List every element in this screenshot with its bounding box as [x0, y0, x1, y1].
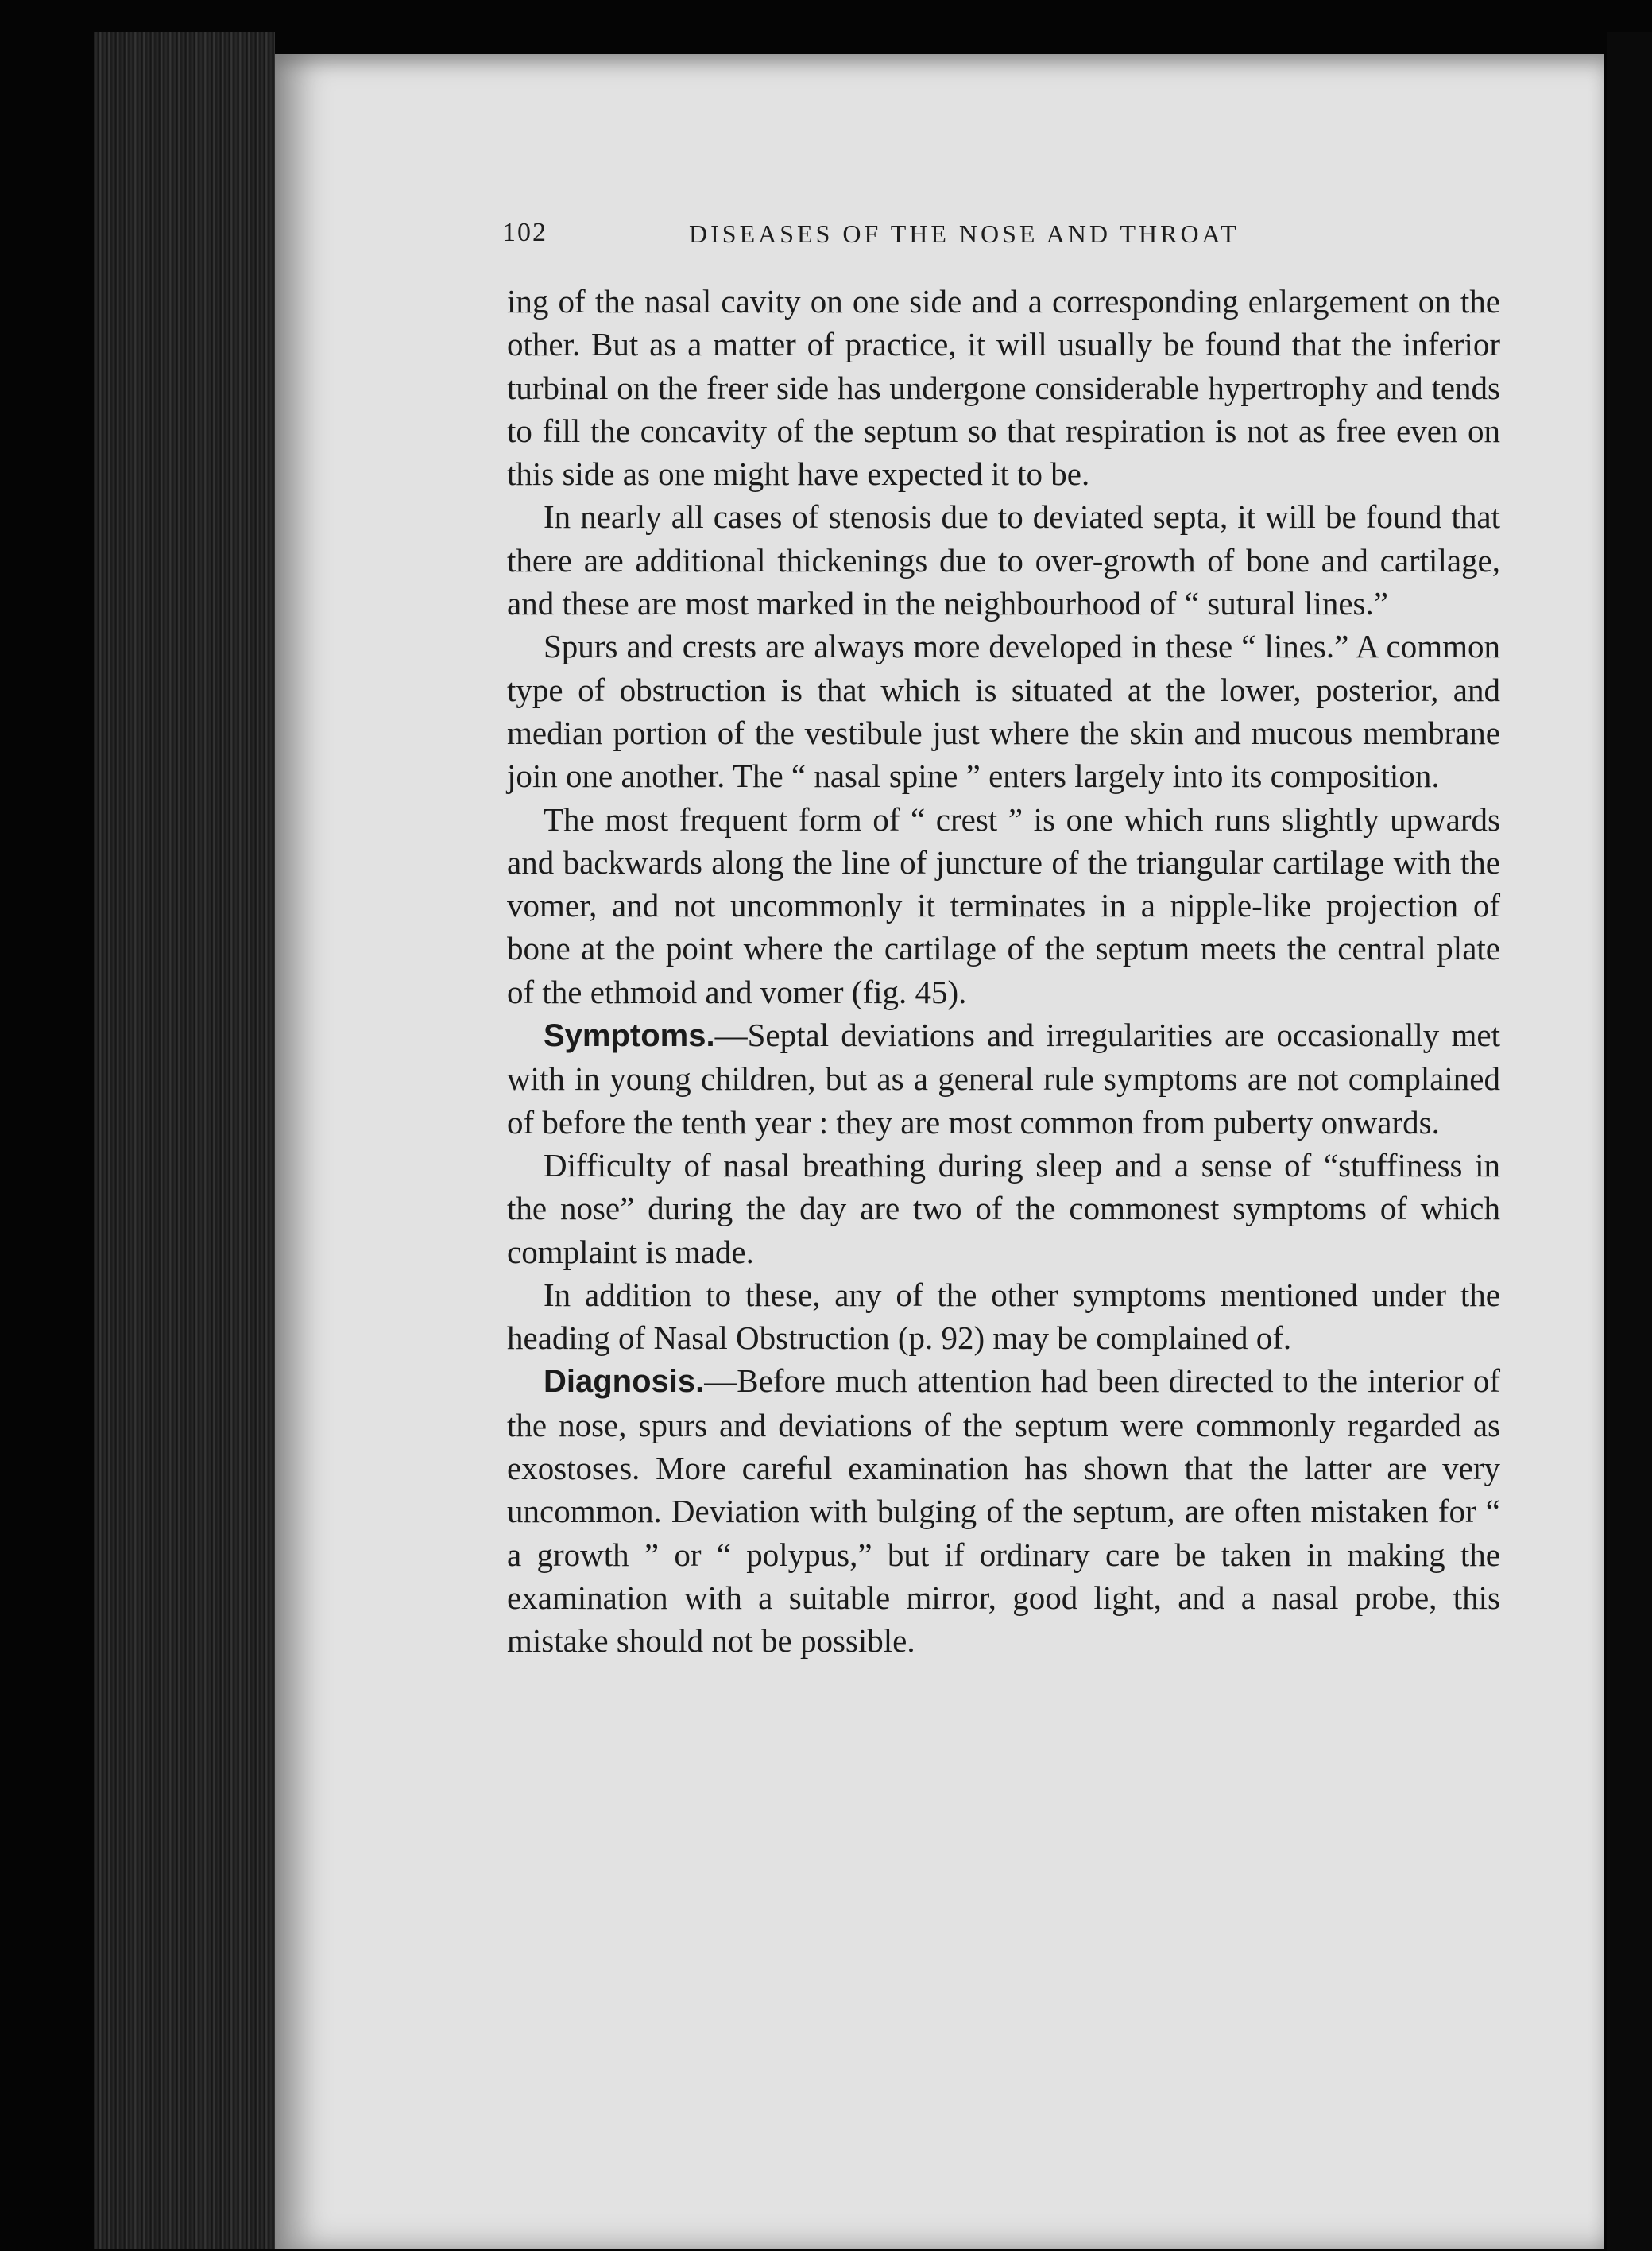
diagnosis-heading: Diagnosis. [544, 1364, 705, 1400]
paragraph-text: Difficulty of nasal breathing during sleep and a sense of “stuffiness in the nose” during the day are two of the commonest symptoms of which complaint is made. [507, 1146, 1500, 1270]
symptoms-heading: Symptoms. [544, 1018, 715, 1054]
paragraph-text: Spurs and crests are always more developed in these “ lines.” A common type of obstruction is that which is situated at the lower, posterior, and median portion of the vestibule just where the skin and mucous membrane join one another. The “ nasal spine ” enters largely into its composition. [507, 628, 1500, 795]
body-text [507, 280, 1500, 1663]
paragraph [507, 625, 1500, 797]
paragraph-text: The most frequent form of “ crest ” is one which runs slightly upwards and backwards along the line of juncture of the triangular cartilage with the vomer, and not uncommonly it terminates in a nipple-like projection of bone at the point where the cartilage of the septum meets the central plate of the ethmoid and vomer (fig. 45). [507, 800, 1500, 1010]
facing-page-edge [1607, 32, 1652, 2251]
diagnosis-paragraph [507, 1359, 1500, 1662]
paragraph-text: In nearly all cases of stenosis due to deviated septa, it will be found that there are additional thickenings due to over-growth of bone and cartilage, and these are most marked in the neighbourhood of “ sutural lines.” [507, 498, 1500, 622]
paragraph-text: —Septal deviations and irregularities are occasionally met with in young children, but as a general rule symptoms are not complained of before the tenth year : they are most common from puberty onwards. [507, 1017, 1500, 1141]
paragraph-text: —Before much attention had been directed to the interior of the nose, spurs and deviations of the septum were commonly regarded as exostoses. More careful examination has shown that the latter are very uncommon. Deviation with bulging of the septum, are often mistaken for “ a growth ” or “ polypus,” but if ordinary care be taken in making the examination with a suitable mirror, good light, and a nasal probe, this mistake should not be possible. [507, 1362, 1500, 1660]
paragraph [507, 1273, 1500, 1360]
paragraph [507, 798, 1500, 1013]
paragraph [507, 495, 1500, 625]
book-page-edges [94, 32, 275, 2249]
paragraph [507, 280, 1500, 495]
paragraph-text: In addition to these, any of the other symptoms mentioned under the heading of Nasal Obstruction (p. 92) may be complained of. [507, 1276, 1500, 1357]
paragraph-text: ing of the nasal cavity on one side and a corresponding enlargement on the other. But as a matter of practice, it will usually be found that the inferior turbinal on the freer side has undergone considerable hypertrophy and tends to fill the concavity of the septum so that respiration is not as free even on this side as one might have expected it to be. [507, 283, 1500, 493]
page-header [502, 218, 1305, 258]
symptoms-paragraph [507, 1013, 1500, 1144]
page-number: 102 [502, 218, 547, 247]
running-title: DISEASES OF THE NOSE AND THROAT [689, 219, 1240, 248]
paragraph [507, 1144, 1500, 1273]
